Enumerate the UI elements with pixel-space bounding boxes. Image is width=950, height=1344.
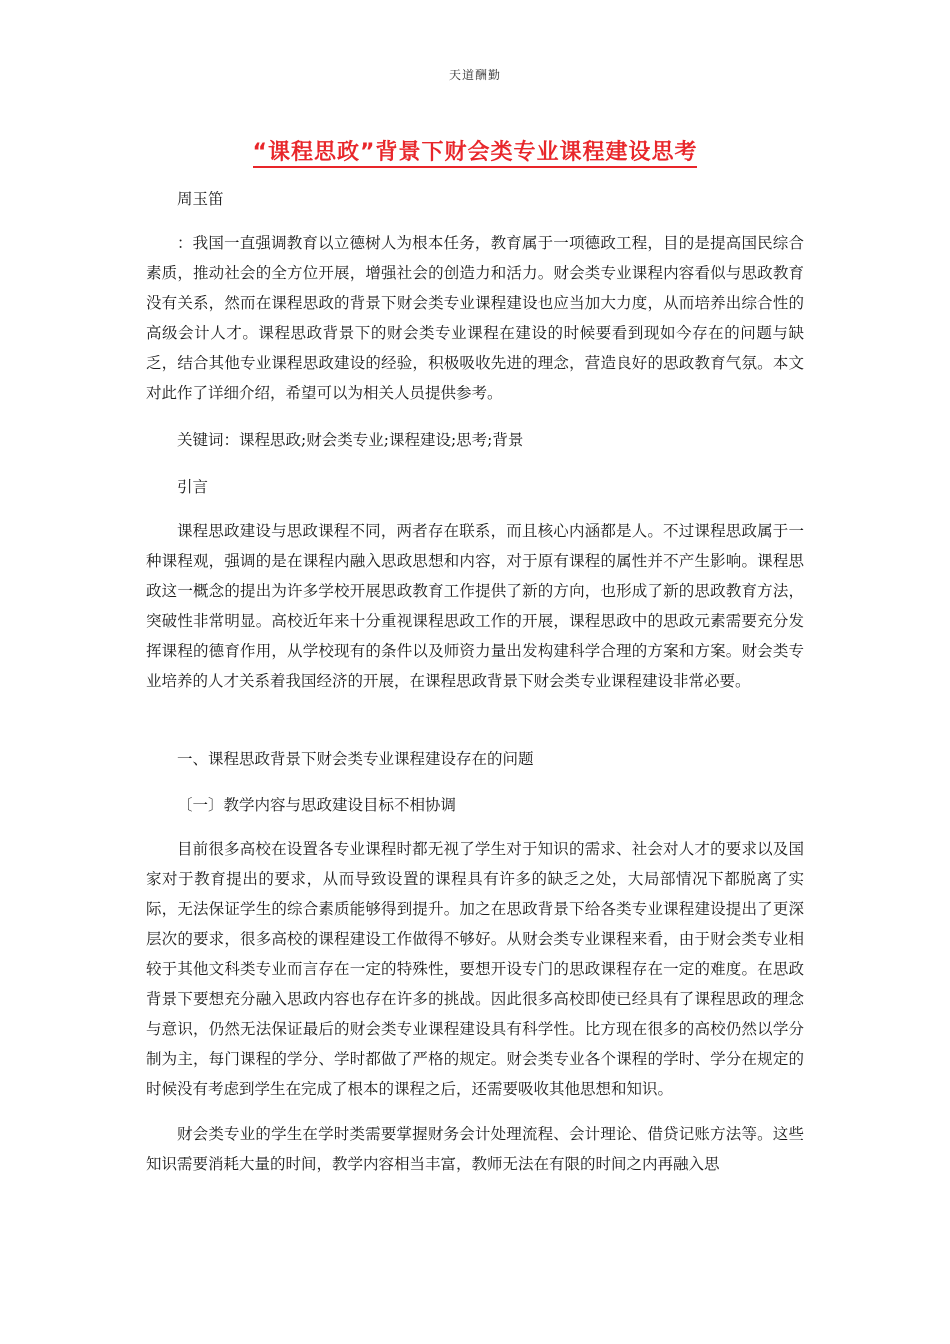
intro-heading: 引言 [177, 478, 209, 496]
abstract-block [146, 228, 804, 408]
subsection-heading: 〔一〕教学内容与思政建设目标不相协调 [177, 796, 457, 814]
body-paragraph: 目前很多高校在设置各专业课程时都无视了学生对于知识的需求、社会对人才的要求以及国家对于教育提出的要求，从而导致设置的课程具有许多的缺乏之处，大局部情况下都脱离了实际，无法保证学生的综合素质能够得到提升。加之在思政背景下给各类专业课程建设提出了更深层次的要求，很多高校的课程建设工作做得不够好。从财会类专业课程来看，由于财会类专业相较于其他文科类专业而言存在一定的特殊性，要想开设专门的思政课程存在一定的难度。在思政背景下要想充分融入思政内容也存在许多的挑战。因此很多高校即使已经具有了课程思政的理念与意识，仍然无法保证最后的财会类专业课程建设具有科学性。比方现在很多的高校仍然以学分制为主，每门课程的学分、学时都做了严格的规定。财会类专业各个课程的学时、学分在规定的时候没有考虑到学生在完成了根本的课程之后，还需要吸收其他思想和知识。 [146, 840, 804, 1098]
intro-block [146, 516, 804, 696]
section-heading: 一、课程思政背景下财会类专业课程建设存在的问题 [177, 750, 534, 768]
article-title-text: “课程思政”背景下财会类专业课程建设思考 [253, 140, 698, 168]
keywords-line: 关键词：课程思政;财会类专业;课程建设;思考;背景 [177, 431, 524, 449]
author-name: 周玉笛 [177, 190, 224, 208]
body-paragraph: 财会类专业的学生在学时类需要掌握财务会计处理流程、会计理论、借贷记账方法等。这些知识需要消耗大量的时间，教学内容相当丰富，教师无法在有限的时间之内再融入思 [146, 1125, 804, 1173]
intro-paragraph: 课程思政建设与思政课程不同，两者存在联系，而且核心内涵都是人。不过课程思政属于一种课程观，强调的是在课程内融入思政思想和内容，对于原有课程的属性并不产生影响。课程思政这一概念的提出为许多学校开展思政教育工作提供了新的方向，也形成了新的思政教育方法，突破性非常明显。高校近年来十分重视课程思政工作的开展，课程思政中的思政元素需要充分发挥课程的德育作用，从学校现有的条件以及师资力量出发构建科学合理的方案和方案。财会类专业培养的人才关系着我国经济的开展，在课程思政背景下财会类专业课程建设非常必要。 [146, 522, 804, 690]
abstract-paragraph: ：我国一直强调教育以立德树人为根本任务，教育属于一项德政工程，目的是提高国民综合素质，推动社会的全方位开展，增强社会的创造力和活力。财会类专业课程内容看似与思政教育没有关系，然而在课程思政的背景下财会类专业课程建设也应当加大力度，从而培养出综合性的高级会计人才。课程思政背景下的财会类专业课程在建设的时候要看到现如今存在的问题与缺乏，结合其他专业课程思政建设的经验，积极吸收先进的理念，营造良好的思政教育气氛。本文对此作了详细介绍，希望可以为相关人员提供参考。 [146, 234, 804, 402]
subsection-body [146, 834, 804, 1179]
article-title [0, 135, 950, 166]
running-header: 天道酬勤 [448, 68, 501, 82]
